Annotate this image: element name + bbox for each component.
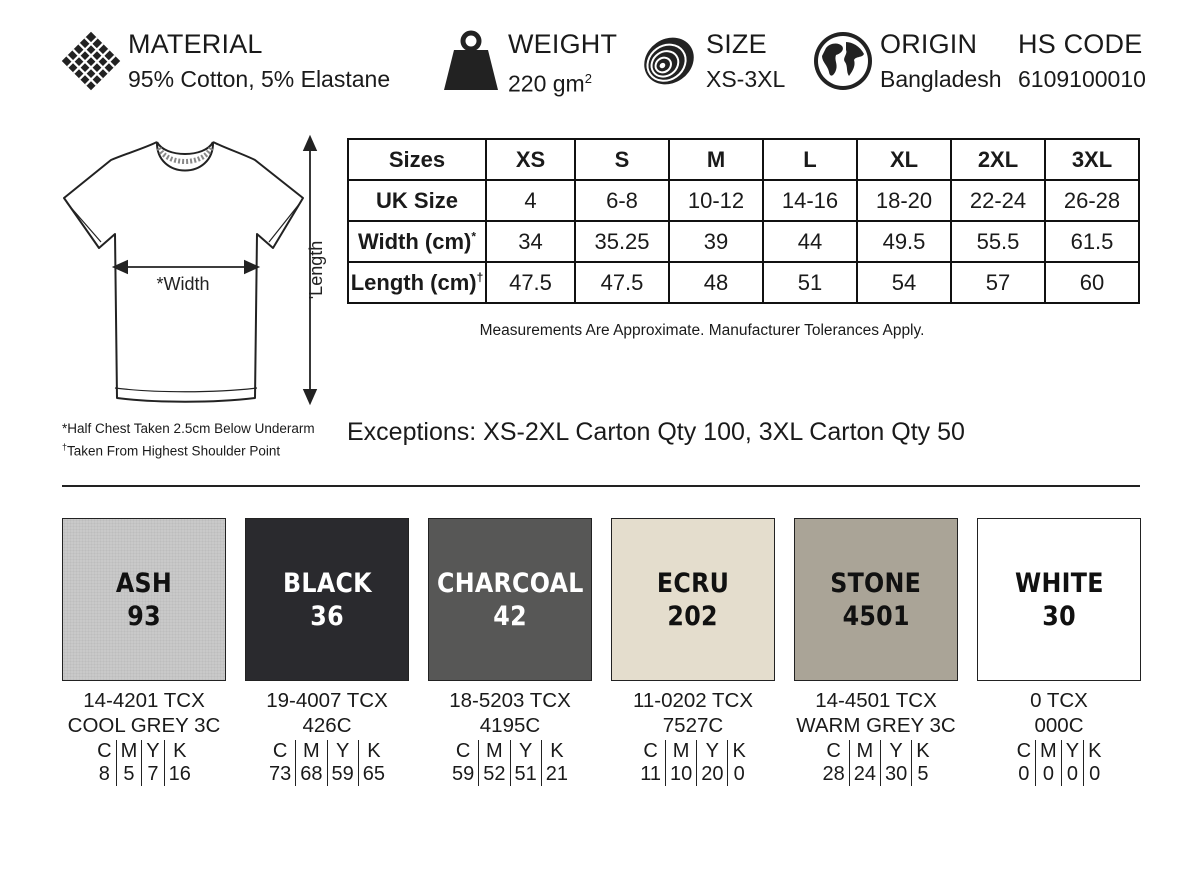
cmyk-label: K [367,740,381,762]
cmyk-value: 68 [300,763,323,785]
cmyk-column [141,740,163,786]
row-label: Length (cm)† [348,262,486,303]
cmyk-column [541,740,572,786]
cmyk-value: 51 [514,763,537,785]
weave-icon [60,28,122,94]
pantone-code: 426C [302,714,352,737]
color-swatch-black [245,518,409,681]
exceptions-note: Exceptions: XS-2XL Carton Qty 100, 3XL Carton Qty 50 [347,418,965,446]
cmyk-label: M [672,740,690,762]
color-swatch-ecru [611,518,775,681]
cmyk-value: 65 [362,763,385,785]
tshirt-diagram [55,130,335,420]
cmyk-column [1061,740,1083,786]
note-width: *Half Chest Taken 2.5cm Below Underarm [62,421,315,436]
color-number: 30 [1042,600,1076,632]
spec-value: 220 $gm^2$ [508,70,592,97]
color-codes [428,688,592,738]
cmyk-values [611,740,775,786]
size-cell: 10-12 [669,180,763,221]
size-cell: 6-8 [575,180,669,221]
color-codes [977,688,1141,738]
cmyk-label: M [856,740,874,762]
cmyk-label: C [97,740,112,762]
cmyk-value: 59 [452,763,475,785]
color-number: 36 [310,600,344,632]
cmyk-label: C [455,740,471,762]
cmyk-value: 73 [269,763,292,785]
measurement-notes [62,420,315,461]
pantone-code: WARM GREY 3C [796,714,956,737]
tcx-code: 0 TCX [1030,689,1088,712]
cmyk-value: 0 [1066,763,1078,785]
cmyk-value: 0 [1018,763,1030,785]
cmyk-value: 11 [640,763,661,785]
cmyk-label: K [550,740,564,762]
color-codes [794,688,958,738]
cmyk-label: K [1088,740,1102,762]
tcx-code: 19-4007 TCX [266,689,388,712]
header-cell: XS [486,139,575,180]
cmyk-column [727,740,749,786]
cmyk-column [1013,740,1035,786]
size-row-length [348,262,1139,303]
cmyk-value: 5 [917,763,929,785]
cmyk-column [911,740,933,786]
cmyk-value: 10 [669,763,693,785]
color-swatch-charcoal [428,518,592,681]
header-cell: L [763,139,857,180]
color-swatch-stone [794,518,958,681]
cmyk-column [358,740,389,786]
tcx-code: 18-5203 TCX [449,689,571,712]
cmyk-values [245,740,409,786]
color-name: WHITE [1014,567,1104,599]
cmyk-column [327,740,358,786]
size-cell: 44 [763,221,857,262]
cmyk-column [448,740,478,786]
spec-hs-code [1018,28,1146,94]
cmyk-label: C [272,740,288,762]
row-label: Width (cm)* [348,221,486,262]
cmyk-column [636,740,665,786]
size-cell: 22-24 [951,180,1045,221]
size-cell: 55.5 [951,221,1045,262]
cmyk-values [794,740,958,786]
spec-origin [812,28,1002,94]
size-cell: 54 [857,262,951,303]
cmyk-label: Y [518,740,533,762]
spec-value: 95% Cotton, 5% Elastane [128,66,391,92]
cmyk-value: 21 [545,763,568,785]
size-cell: 18-20 [857,180,951,221]
spec-value: 6109100010 [1018,66,1146,92]
header-cell: S [575,139,669,180]
cmyk-column [818,740,848,786]
color-codes [62,688,226,738]
color-name: ECRU [656,567,730,599]
cmyk-value: 16 [168,763,191,785]
cmyk-column [1035,740,1061,786]
cmyk-label: K [916,740,930,762]
cmyk-value: 30 [884,763,908,785]
size-cell: 51 [763,262,857,303]
cmyk-value: 20 [701,763,724,785]
spec-label: WEIGHT [508,29,618,59]
cmyk-label: M [1040,740,1057,762]
color-codes [245,688,409,738]
header-cell: XL [857,139,951,180]
color-number: 42 [493,600,527,632]
header-cell: 2XL [951,139,1045,180]
color-swatch-ash [62,518,226,681]
color-swatch-white [977,518,1141,681]
cmyk-label: M [120,740,138,762]
note-length: †Taken From Highest Shoulder Point [62,442,281,459]
color-name: ASH [115,567,173,599]
globe-icon [812,28,874,94]
cmyk-values [428,740,592,786]
spec-weight [440,28,617,99]
size-cell: 34 [486,221,575,262]
cmyk-value: 8 [98,763,110,785]
spec-value: Bangladesh [880,66,1002,92]
cmyk-label: M [486,740,503,762]
size-cell: 60 [1045,262,1139,303]
tcx-code: 11-0202 TCX [632,689,754,712]
size-cell: 47.5 [575,262,669,303]
length-label: 'Length [306,240,326,300]
cmyk-values [62,740,226,786]
cmyk-column [116,740,142,786]
color-number: 93 [127,600,161,632]
color-name: BLACK [282,567,372,599]
cmyk-column [93,740,115,786]
pantone-code: COOL GREY 3C [67,714,221,737]
header-cell: M [669,139,763,180]
cmyk-value: 0 [1042,763,1054,785]
color-number: 202 [667,600,719,632]
spec-material [60,28,390,94]
size-cell: 49.5 [857,221,951,262]
size-chart [347,138,1140,304]
size-cell: 57 [951,262,1045,303]
cmyk-value: 0 [733,763,745,785]
pantone-code: 4195C [479,714,541,737]
color-codes [611,688,775,738]
size-cell: 35.25 [575,221,669,262]
cmyk-label: K [732,740,746,762]
pantone-code: 000C [1034,714,1084,737]
size-cell: 4 [486,180,575,221]
cmyk-column [880,740,911,786]
divider [62,485,1140,487]
approx-note: Measurements Are Approximate. Manufacturer Tolerances Apply. [479,322,925,339]
width-label: *Width [156,274,210,294]
cmyk-label: Y [335,740,350,762]
cmyk-value: 28 [822,763,845,785]
cmyk-label: M [303,740,320,762]
spec-value: XS-3XL [706,66,786,92]
fabric-roll-icon [638,28,700,94]
spec-size [638,28,785,94]
size-row-uk [348,180,1139,221]
tcx-code: 14-4201 TCX [83,689,205,712]
cmyk-values [977,740,1141,786]
cmyk-value: 24 [853,763,876,785]
cmyk-value: 52 [483,763,506,785]
size-header-row [348,139,1139,180]
cmyk-column [478,740,509,786]
size-row-width [348,221,1139,262]
weight-icon [440,28,502,94]
size-cell: 47.5 [486,262,575,303]
cmyk-label: C [643,740,658,762]
spec-label: ORIGIN [880,29,978,59]
color-name: CHARCOAL [436,567,584,599]
cmyk-label: C [1016,740,1032,762]
color-name: STONE [830,567,922,599]
cmyk-label: K [173,740,187,762]
cmyk-label: Y [705,740,719,762]
cmyk-column [849,740,880,786]
size-cell: 48 [669,262,763,303]
cmyk-column [665,740,696,786]
cmyk-column [295,740,326,786]
header-cell: 3XL [1045,139,1139,180]
tcx-code: 14-4501 TCX [815,689,937,712]
cmyk-column [164,740,195,786]
header-cell: Sizes [348,139,486,180]
cmyk-column [696,740,727,786]
size-cell: 26-28 [1045,180,1139,221]
size-cell: 39 [669,221,763,262]
color-number: 4501 [842,600,910,632]
spec-label: MATERIAL [128,29,263,59]
cmyk-label: Y [889,740,903,762]
pantone-code: 7527C [662,714,724,737]
cmyk-column [1083,740,1105,786]
cmyk-column [265,740,295,786]
cmyk-label: Y [1065,740,1080,762]
cmyk-value: 0 [1089,763,1101,785]
cmyk-label: C [826,740,841,762]
spec-label: SIZE [706,29,767,59]
size-cell: 14-16 [763,180,857,221]
cmyk-label: Y [146,740,160,762]
row-label: UK Size [348,180,486,221]
cmyk-value: 59 [331,763,354,785]
cmyk-value: 7 [147,763,159,785]
size-cell: 61.5 [1045,221,1139,262]
cmyk-column [510,740,541,786]
cmyk-value: 5 [123,763,135,785]
spec-label: HS CODE [1018,29,1143,59]
